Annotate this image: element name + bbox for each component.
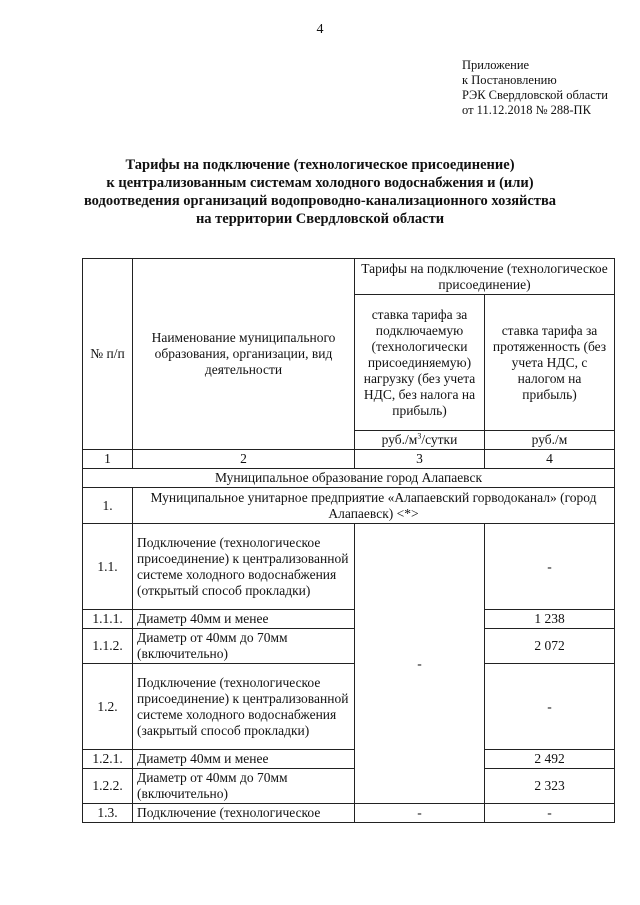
- header-unit-length: руб./м: [485, 431, 615, 450]
- col-number: 3: [355, 450, 485, 469]
- table-row: [83, 769, 615, 804]
- header-unit-load: $руб./м^3$/сутки: [355, 431, 485, 450]
- appendix-line: Приложение: [462, 58, 530, 72]
- row-value: -: [485, 524, 615, 610]
- table-row: [83, 750, 615, 769]
- col-number: 2: [133, 450, 355, 469]
- table-row: [83, 610, 615, 629]
- table-row: [83, 664, 615, 750]
- tariffs-table: [82, 258, 615, 823]
- table-row: [83, 629, 615, 664]
- row-num: 1.1.: [83, 524, 133, 610]
- appendix-line: от 11.12.2018 № 288-ПК: [462, 103, 591, 117]
- row-name: Подключение (технологическое присоединение) к централизованной системе холодного водоснабжения (открытый способ прокладки): [133, 524, 355, 610]
- row-value: -: [485, 664, 615, 750]
- appendix-line: РЭК Свердловской области: [462, 88, 608, 102]
- header-tariffs-group: Тарифы на подключение (технологическое присоединение): [355, 259, 615, 295]
- row-value: 2 323: [485, 769, 615, 804]
- header-rate-load: ставка тарифа за подключаемую (технологически присоединяемую) нагрузку (без учета НДС, без налога на прибыль): [355, 295, 485, 431]
- row-value: -: [485, 804, 615, 823]
- header-rate-length: ставка тарифа за протяженность (без учета НДС, с налогом на прибыль): [485, 295, 615, 431]
- appendix-block: [462, 58, 608, 118]
- document-title: [60, 156, 580, 228]
- col-number: 4: [485, 450, 615, 469]
- row-name: Диаметр 40мм и менее: [133, 750, 355, 769]
- row-name: Диаметр 40мм и менее: [133, 610, 355, 629]
- table-row: [83, 804, 615, 823]
- row-num: 1.1.2.: [83, 629, 133, 664]
- row-num: 1.1.1.: [83, 610, 133, 629]
- row-name: Подключение (технологическое: [133, 804, 355, 823]
- header-num: № п/п: [83, 259, 133, 450]
- title-line: Тарифы на подключение (технологическое присоединение): [125, 157, 515, 173]
- row-value: 1 238: [485, 610, 615, 629]
- col-number: 1: [83, 450, 133, 469]
- row-name: Диаметр от 40мм до 70мм (включительно): [133, 629, 355, 664]
- appendix-line: к Постановлению: [462, 73, 557, 87]
- row-num: 1.2.1.: [83, 750, 133, 769]
- row-value: -: [355, 804, 485, 823]
- title-line: водоотведения организаций водопроводно-канализационного хозяйства: [83, 193, 557, 209]
- title-line: на территории Свердловской области: [195, 211, 445, 227]
- merged-rate-load: -: [355, 524, 485, 804]
- org-name: Муниципальное унитарное предприятие «Алапаевский горводоканал» (город Алапаевск) <*>: [133, 488, 615, 524]
- row-value: 2 492: [485, 750, 615, 769]
- header-name: Наименование муниципального образования, организации, вид деятельности: [133, 259, 355, 450]
- table-row: [83, 524, 615, 610]
- org-num: 1.: [83, 488, 133, 524]
- title-line: к централизованным системам холодного водоснабжения и (или): [106, 175, 534, 191]
- row-num: 1.2.2.: [83, 769, 133, 804]
- row-num: 1.3.: [83, 804, 133, 823]
- page-number: 4: [316, 22, 324, 37]
- row-value: 2 072: [485, 629, 615, 664]
- municipality-row: Муниципальное образование город Алапаевск: [83, 469, 615, 488]
- row-num: 1.2.: [83, 664, 133, 750]
- row-name: Диаметр от 40мм до 70мм (включительно): [133, 769, 355, 804]
- row-name: Подключение (технологическое присоединение) к централизованной системе холодного водоснабжения (закрытый способ прокладки): [133, 664, 355, 750]
